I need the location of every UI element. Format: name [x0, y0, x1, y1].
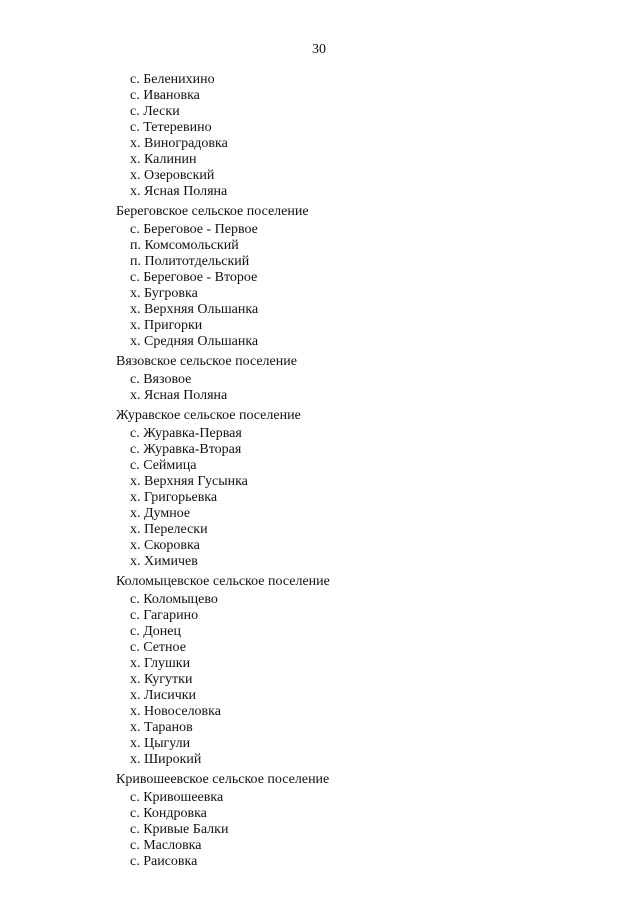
list-item: х. Виноградовка — [130, 136, 228, 151]
section-title: Коломыцевское сельское поселение — [116, 574, 330, 589]
section-beregovskoe — [0, 204, 640, 350]
list-item: х. Григорьевка — [130, 490, 218, 505]
list-item: х. Скоровка — [130, 538, 200, 553]
list-item: х. Бугровка — [130, 286, 198, 301]
list-item: х. Думное — [130, 506, 191, 521]
list-item: х. Широкий — [130, 752, 202, 767]
list-item: х. Лисички — [130, 688, 197, 703]
list-item: с. Масловка — [130, 838, 202, 853]
list-item: с. Журавка-Вторая — [130, 442, 242, 457]
list-item: х. Калинин — [130, 152, 197, 167]
section-krivosheevskoe — [0, 772, 640, 870]
list-item: х. Озеровский — [130, 168, 215, 183]
list-item: х. Средняя Ольшанка — [130, 334, 259, 349]
list-item: с. Вязовое — [130, 372, 192, 387]
list-item: с. Беленихино — [130, 72, 215, 87]
list-item: с. Сеймица — [130, 458, 197, 473]
section-title: Береговское сельское поселение — [116, 204, 309, 219]
list-item: с. Береговое - Первое — [130, 222, 258, 237]
list-item: с. Кривые Балки — [130, 822, 229, 837]
list-item: с. Журавка-Первая — [130, 426, 242, 441]
section-continuation — [0, 72, 640, 200]
list-item: х. Цыгули — [130, 736, 191, 751]
list-item: х. Верхняя Ольшанка — [130, 302, 259, 317]
section-vyazovskoe — [0, 354, 640, 404]
section-kolomytsevskoe — [0, 574, 640, 768]
list-item: с. Коломыцево — [130, 592, 218, 607]
list-item: с. Гагарино — [130, 608, 199, 623]
list-item: х. Верхняя Гусынка — [130, 474, 248, 489]
list-item: х. Глушки — [130, 656, 191, 671]
list-item: с. Сетное — [130, 640, 186, 655]
list-item: с. Кривошеевка — [130, 790, 224, 805]
list-item: с. Донец — [130, 624, 181, 639]
list-item: с. Береговое - Второе — [130, 270, 258, 285]
list-item: п. Политотдельский — [130, 254, 250, 269]
section-title: Вязовское сельское поселение — [116, 354, 297, 369]
list-item: х. Химичев — [130, 554, 198, 569]
section-title: Кривошеевское сельское поселение — [116, 772, 330, 787]
list-item: х. Ясная Поляна — [130, 184, 228, 199]
list-item: х. Перелески — [130, 522, 208, 537]
list-item: х. Таранов — [130, 720, 193, 735]
section-title: Журавское сельское поселение — [116, 408, 301, 423]
list-item: х. Пригорки — [130, 318, 203, 333]
list-item: с. Тетеревино — [130, 120, 212, 135]
list-item: с. Раисовка — [130, 854, 198, 869]
list-item: п. Комсомольский — [130, 238, 239, 253]
list-item: с. Лески — [130, 104, 180, 119]
list-item: с. Ивановка — [130, 88, 200, 103]
section-zhuravskoe — [0, 408, 640, 570]
list-item: с. Кондровка — [130, 806, 207, 821]
list-item: х. Новоселовка — [130, 704, 221, 719]
page-number: 30 — [312, 42, 326, 57]
list-item: х. Ясная Поляна — [130, 388, 228, 403]
settlement-list — [0, 72, 640, 870]
list-item: х. Кугутки — [130, 672, 193, 687]
